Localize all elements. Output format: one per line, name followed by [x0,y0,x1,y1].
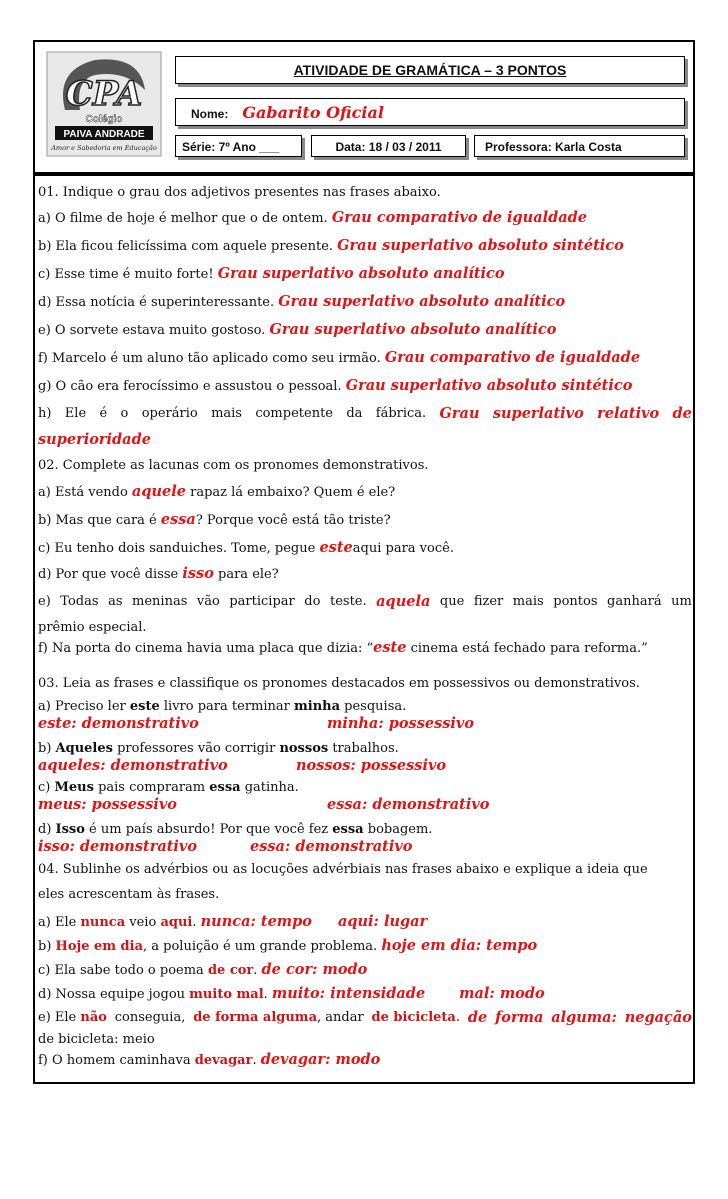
title-box [175,56,685,84]
q2-item-e-continuation: prêmio especial. [38,620,147,635]
teacher-label: Professora: Karla Costa [485,140,622,154]
q2-fill-c: este [319,539,353,556]
q3-answer-b: aqueles: demonstrativo nossos: possessivo [38,757,447,774]
q1-item-e: e) O sorvete estava muito gostoso. Grau superlativo absoluto analítico [38,321,557,338]
q2-item-f: f) Na porta do cinema havia uma placa que dizia: “este cinema está fechado para reforma.” [38,639,648,656]
name-field [175,98,685,126]
serie-field [175,135,302,157]
teacher-field [474,135,685,157]
q1-item-d: d) Essa notícia é superinteressante. Grau superlativo absoluto analítico [38,293,566,310]
q1-answer-g: Grau superlativo absoluto sintético [345,377,633,394]
q3-answer-a: este: demonstrativo minha: possessivo [38,715,475,732]
q4-item-d: d) Nossa equipe jogou muito mal. muito: intensidade mal: modo [38,985,545,1002]
q3-item-a: a) Preciso ler este livro para terminar minha pesquisa. [38,699,407,714]
q3-item-c: c) Meus pais compraram essa gatinha. [38,780,299,795]
activity-title: ATIVIDADE DE GRAMÁTICA – 3 PONTOS [293,62,567,78]
q2-fill-d: isso [182,565,214,582]
logo-line1: Colégio [85,114,123,125]
q4-item-f: f) O homem caminhava devagar. devagar: modo [38,1051,381,1068]
q2-item-b: b) Mas que cara é essa? Porque você está tão triste? [38,511,391,528]
date-label: Data: 18 / 03 / 2011 [335,140,442,154]
date-field [311,135,466,157]
q1-title: 01. Indique o grau dos adjetivos presentes nas frases abaixo. [38,185,441,200]
q4-item-b: b) Hoje em dia, a poluição é um grande problema. hoje em dia: tempo [38,937,538,954]
q1-answer-e: Grau superlativo absoluto analítico [269,321,557,338]
logo-motto: Amor e Sabedoria em Educação [51,144,157,152]
logo-initials: CPA [65,74,143,114]
logo-line2: PAIVA ANDRADE [63,129,145,140]
q1-item-g: g) O cão era ferocíssimo e assustou o pessoal. Grau superlativo absoluto sintético [38,377,633,394]
q4-title-line2: eles acrescentam às frases. [38,887,220,902]
q1-answer-f: Grau comparativo de igualdade [384,349,641,366]
school-logo [45,50,163,158]
q1-item-f: f) Marcelo é um aluno tão aplicado como seu irmão. Grau comparativo de igualdade [38,349,641,366]
name-value: Gabarito Oficial [242,103,384,122]
q1-item-c: c) Esse time é muito forte! Grau superlativo absoluto analítico [38,265,505,282]
q1-item-h: h) Ele é o operário mais competente da fábrica. Grau superlativo relativo de [38,405,692,422]
q1-item-h-continuation: superioridade [38,431,151,448]
q2-fill-b: essa [160,511,196,528]
q2-item-a: a) Está vendo aquele rapaz lá embaixo? Quem é ele? [38,483,396,500]
q2-item-c: c) Eu tenho dois sanduiches. Tome, pegue esteaqui para você. [38,539,454,556]
q2-item-e: e) Todas as meninas vão participar do teste. aquela que fizer mais pontos ganhará um [38,593,692,610]
q2-fill-f: este [373,639,407,656]
serie-label: Série: 7º Ano ___ [182,140,280,154]
q3-item-b: b) Aqueles professores vão corrigir nossos trabalhos. [38,741,399,756]
q1-answer-c: Grau superlativo absoluto analítico [217,265,505,282]
q3-title: 03. Leia as frases e classifique os pronomes destacados em possessivos ou demonstrativos. [38,676,640,691]
q4-item-a: a) Ele nunca veio aqui. nunca: tempo aqui: lugar [38,913,428,930]
q2-title: 02. Complete as lacunas com os pronomes demonstrativos. [38,458,429,473]
q4-title-line1: 04. Sublinhe os advérbios ou as locuções advérbiais nas frases abaixo e explique a ideia que [38,862,648,877]
q2-item-d: d) Por que você disse isso para ele? [38,565,279,582]
q4-item-e: e) Ele não conseguia, de forma alguma, andar de bicicleta. de forma alguma: negação [38,1009,692,1026]
q1-item-b: b) Ela ficou felicíssima com aquele presente. Grau superlativo absoluto sintético [38,237,624,254]
q4-item-e-continuation: de bicicleta: meio [38,1032,155,1047]
q1-answer-b: Grau superlativo absoluto sintético [337,237,624,254]
q3-answer-c: meus: possessivo essa: demonstrativo [38,796,490,813]
q1-answer-a: Grau comparativo de igualdade [331,209,588,226]
q2-fill-a: aquele [131,483,186,500]
q2-fill-e: aquela [376,593,431,610]
q3-item-d: d) Isso é um país absurdo! Por que você fez essa bobagem. [38,822,433,837]
name-label: Nome: [191,107,229,121]
q1-answer-h: Grau [439,405,480,422]
q1-answer-d: Grau superlativo absoluto analítico [278,293,566,310]
q1-item-a: a) O filme de hoje é melhor que o de ontem. Grau comparativo de igualdade [38,209,588,226]
q4-item-c: c) Ela sabe todo o poema de cor. de cor: modo [38,961,368,978]
q3-answer-d: isso: demonstrativo essa: demonstrativo [38,838,413,855]
